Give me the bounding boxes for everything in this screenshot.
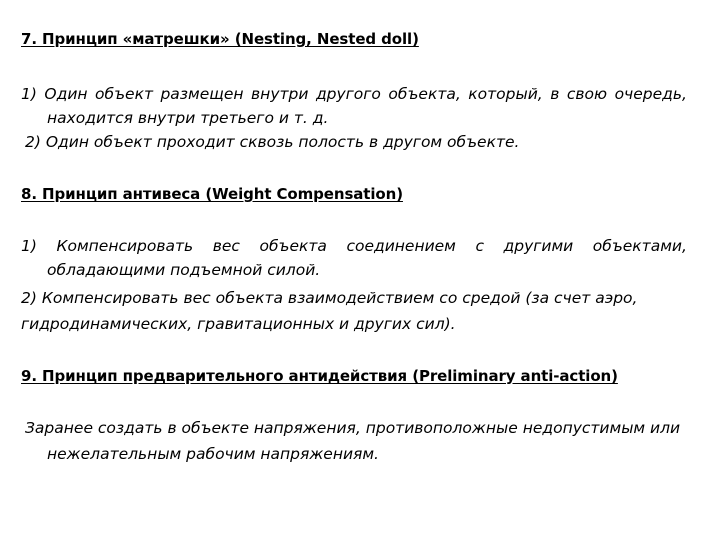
word: объекта <box>259 237 327 255</box>
word: объектами, <box>592 237 687 255</box>
principle-9-item-1-line-2: нежелательным рабочим напряжениям. <box>47 445 379 463</box>
word: в <box>550 85 560 103</box>
word: Один <box>44 85 88 103</box>
word: другими <box>503 237 574 255</box>
principle-8-item-2-line-2: гидродинамических, гравитационных и других сил). <box>21 315 456 333</box>
word: соединением <box>346 237 456 255</box>
principle-7-item-2: 2) Один объект проходит сквозь полость в другом объекте. <box>25 133 520 151</box>
heading-principle-8: 8. Принцип антивеса (Weight Compensation) <box>21 185 403 203</box>
word: объекта, <box>388 85 461 103</box>
word: Компенсировать <box>56 237 194 255</box>
principle-9-item-1-line-1: Заранее создать в объекте напряжения, противоположные недопустимым или <box>25 419 681 437</box>
word: размещен <box>160 85 244 103</box>
word: очередь, <box>614 85 687 103</box>
principle-8-item-2-line-1: 2) Компенсировать вес объекта взаимодействием со средой (за счет аэро, <box>21 289 638 307</box>
word: объект <box>95 85 153 103</box>
heading-principle-9: 9. Принцип предварительного антидействия (Preliminary anti-action) <box>21 367 618 385</box>
word: который, <box>468 85 543 103</box>
heading-principle-7: 7. Принцип «матрешки» (Nesting, Nested doll) <box>21 30 419 48</box>
word: 1) <box>21 237 37 255</box>
word: вес <box>212 237 240 255</box>
principle-7-item-1-line-2: находится внутри третьего и т. д. <box>47 109 329 127</box>
word: внутри <box>251 85 309 103</box>
word: свою <box>566 85 608 103</box>
principle-8-item-1-line-2: обладающими подъемной силой. <box>47 261 321 279</box>
word: другого <box>315 85 381 103</box>
principle-8-item-1-line-1 <box>21 234 687 258</box>
principle-7-item-1-line-1 <box>21 82 687 106</box>
word: 1) <box>21 85 37 103</box>
word: с <box>475 237 484 255</box>
